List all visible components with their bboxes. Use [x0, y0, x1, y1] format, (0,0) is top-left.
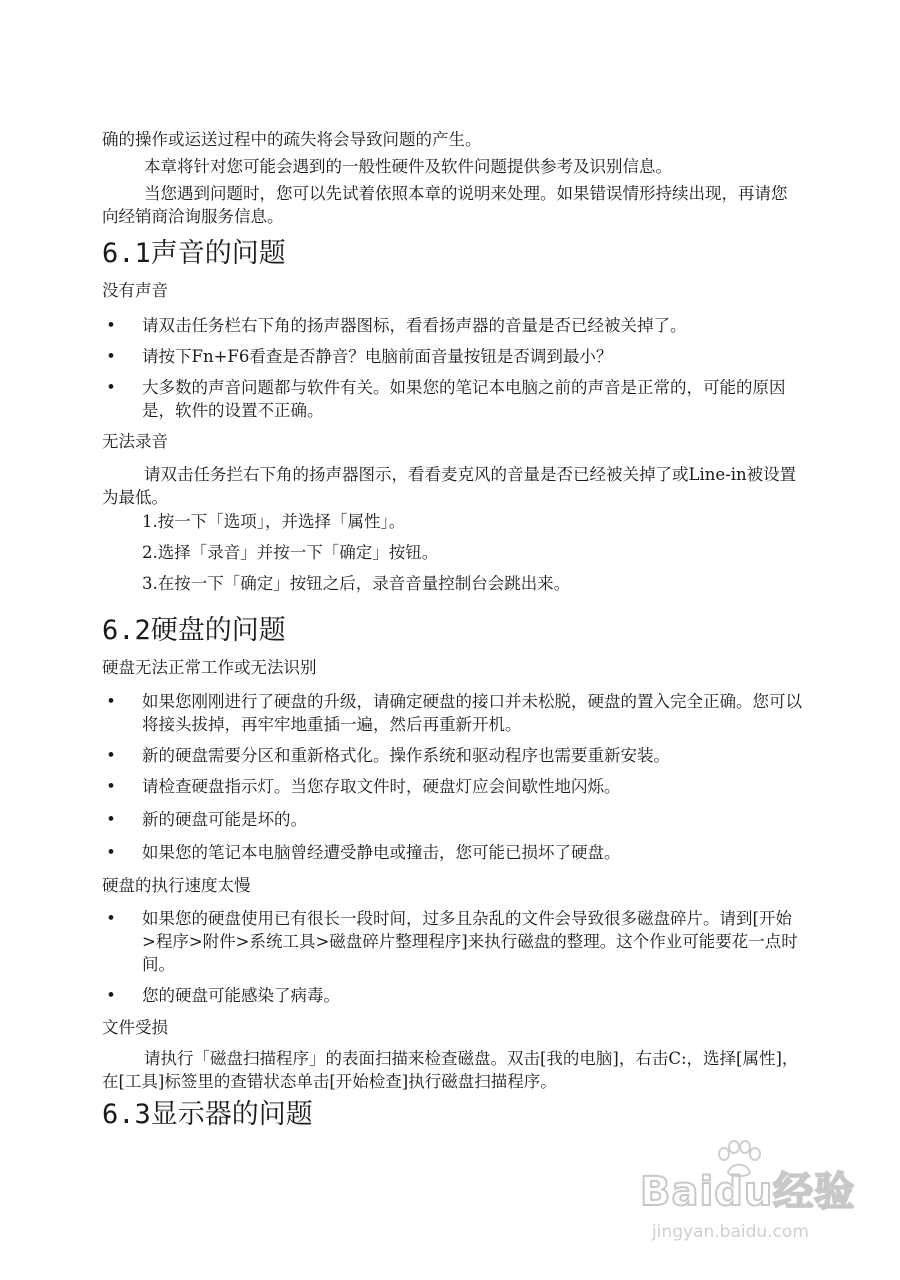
bullet-icon: •: [106, 986, 116, 1005]
intro-line-3: 当您遇到问题时，您可以先试着依照本章的说明来处理。如果错误情形持续出现，再请您向经销商洽询服务信息。: [102, 184, 788, 226]
list-item: [102, 345, 802, 368]
bullet-icon: •: [106, 843, 116, 862]
step-item: 1.按一下「选项」，并选择「属性」。: [142, 512, 406, 531]
bullet-icon: •: [106, 316, 116, 335]
list-item-text: 如果您的笔记本电脑曾经遭受静电或撞击，您可能已损坏了硬盘。: [142, 843, 621, 862]
record-paragraph: 请双击任务拦右下角的扬声器图示，看看麦克风的音量是否已经被关掉了或Line-in被设置为最低。: [102, 465, 797, 507]
section-title-hdd: 6.2硬盘的问题: [102, 615, 286, 646]
list-item-text: 如果您刚刚进行了硬盘的升级，请确定硬盘的接口并未松脱，硬盘的置入完全正确。您可以将接头拔掉，再牢牢地重插一遍，然后再重新开机。: [142, 692, 802, 734]
list-item: [102, 690, 802, 736]
bullet-icon: •: [106, 746, 116, 765]
list-item: [102, 744, 802, 767]
bullet-icon: •: [106, 692, 116, 711]
step-item: 3.在按一下「确定」按钮之后，录音音量控制台会跳出来。: [142, 574, 571, 593]
list-item: [102, 907, 802, 976]
intro-line-1: 确的操作或运送过程中的疏失将会导致问题的产生。: [102, 130, 482, 149]
list-item-text: 请双击任务栏右下角的扬声器图标，看看扬声器的音量是否已经被关掉了。: [142, 316, 687, 335]
list-item-text: 大多数的声音问题都与软件有关。如果您的笔记本电脑之前的声音是正常的，可能的原因是，软件的设置不正确。: [142, 378, 786, 420]
file-damaged-paragraph: 请执行「磁盘扫描程序」的表面扫描来检查磁盘。双击[我的电脑]，右击C:，选择[属性]，在[工具]标签里的查错状态单击[开始检查]执行磁盘扫描程序。: [102, 1049, 799, 1091]
watermark-url: jingyan.baidu.com: [652, 1222, 809, 1242]
subsection-title-hdd-not-working: 硬盘无法正常工作或无法识别: [102, 658, 317, 677]
list-item-text: 新的硬盘可能是坏的。: [142, 810, 307, 829]
baidu-watermark: [640, 1140, 860, 1270]
bullet-icon: •: [106, 777, 116, 796]
section-title-sound: 6.1声音的问题: [102, 238, 286, 269]
subsection-title-no-sound: 没有声音: [102, 281, 168, 300]
list-item-text: 新的硬盘需要分区和重新格式化。操作系统和驱动程序也需要重新安装。: [142, 746, 670, 765]
section-title-display: 6.3显示器的问题: [102, 1099, 313, 1130]
subsection-title-file-damaged: 文件受损: [102, 1018, 168, 1037]
list-item-text: 请检查硬盘指示灯。当您存取文件时，硬盘灯应会间歇性地闪烁。: [142, 777, 621, 796]
subsection-title-hdd-slow: 硬盘的执行速度太慢: [102, 876, 251, 895]
list-item-text: 您的硬盘可能感染了病毒。: [142, 986, 340, 1005]
list-item: [102, 314, 802, 337]
list-item: [102, 808, 802, 831]
bullet-icon: •: [106, 347, 116, 366]
bullet-icon: •: [106, 909, 116, 928]
intro-line-2: 本章将针对您可能会遇到的一般性硬件及软件问题提供参考及识别信息。: [144, 157, 672, 176]
step-item: 2.选择「录音」并按一下「确定」按钮。: [142, 543, 439, 562]
list-item-text: 请按下Fn+F6看查是否静音？电脑前面音量按钮是否调到最小？: [142, 347, 613, 366]
bullet-icon: •: [106, 378, 116, 397]
list-item: [102, 984, 802, 1007]
bullet-icon: •: [106, 810, 116, 829]
watermark-logo: Baidu经验: [640, 1169, 856, 1215]
list-item-text: 如果您的硬盘使用已有很长一段时间，过多且杂乱的文件会导致很多磁盘碎片。请到[开始>程序>附件>系统工具>磁盘碎片整理程序]来执行磁盘的整理。这个作业可能要花一点时间。: [142, 909, 798, 974]
list-item: [102, 775, 802, 798]
list-item: [102, 376, 802, 422]
list-item: [102, 841, 802, 864]
subsection-title-cannot-record: 无法录音: [102, 432, 168, 451]
